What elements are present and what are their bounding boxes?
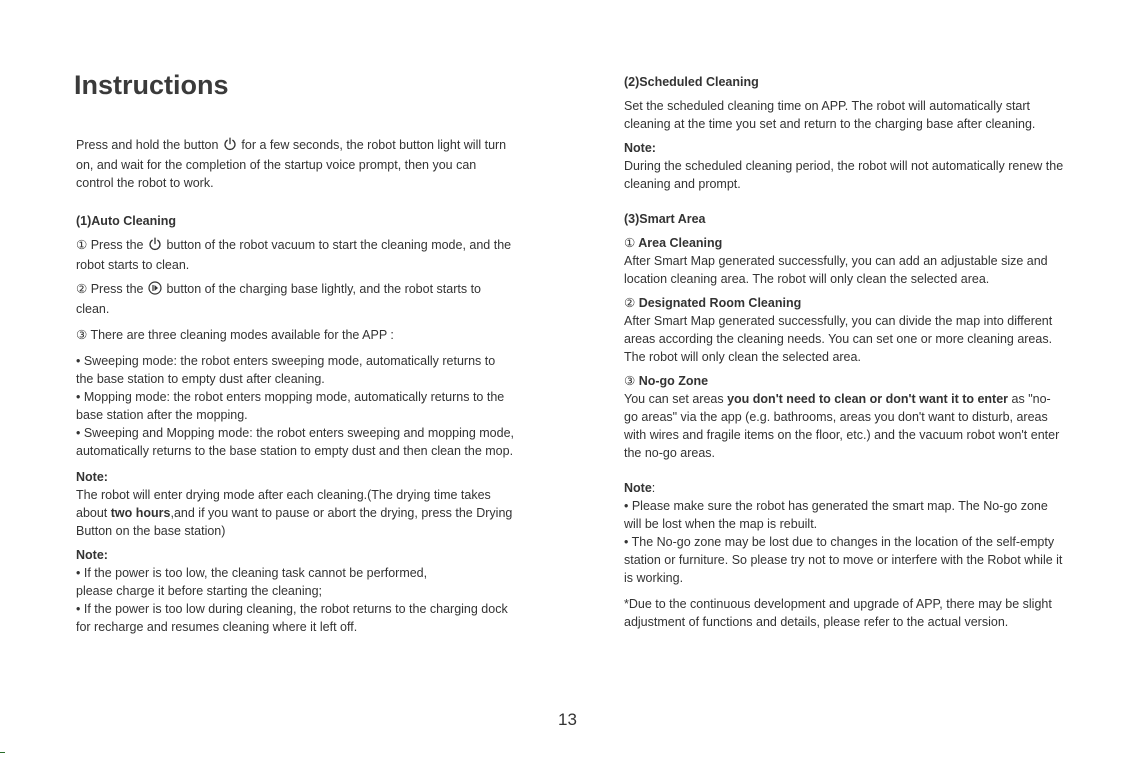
step-1-text-start: Press the bbox=[87, 238, 147, 252]
note-drying-text-end: ,and if you want to pause or abort the drying, press the Drying Button on the base station) bbox=[76, 506, 513, 538]
scheduled-note-text: During the scheduled cleaning period, the robot will not automatically renew the cleaning and prompt. bbox=[624, 159, 1064, 191]
note-power-line-2: please charge it before starting the cleaning; bbox=[76, 584, 322, 598]
step-1-number: ① bbox=[76, 237, 88, 252]
intro-paragraph bbox=[76, 136, 516, 192]
corner-mark bbox=[0, 752, 5, 753]
note-drying-text bbox=[76, 486, 516, 540]
disclaimer: *Due to the continuous development and upgrade of APP, there may be slight adjustment of functions and details, please refer to the actual version. bbox=[624, 597, 1052, 629]
power-icon bbox=[148, 237, 162, 256]
area-cleaning-title-text: Area Cleaning bbox=[635, 236, 723, 250]
no-go-zone-text-end: as "no-go areas" via the app (e.g. bathrooms, areas you don't want to disturb, areas with wires and fragile items on the floor, etc.) and the vacuum robot won't enter the no-go areas. bbox=[624, 392, 1060, 460]
step-3 bbox=[76, 326, 516, 344]
page-title: Instructions bbox=[74, 70, 229, 100]
room-cleaning-title-text: Designated Room Cleaning bbox=[635, 296, 802, 310]
no-go-zone-bold: you don't need to clean or don't want it to enter bbox=[727, 392, 1009, 406]
power-icon bbox=[223, 137, 237, 156]
intro-text-end: for a few seconds, the robot button light will turn on, and wait for the completion of the startup voice prompt, then you can control the robot to work. bbox=[76, 138, 507, 190]
area-cleaning-title bbox=[624, 234, 1064, 252]
step-2-number: ② bbox=[76, 281, 88, 296]
step-3-text: There are three cleaning modes available for the APP : bbox=[87, 328, 394, 342]
no-go-zone-number: ③ bbox=[624, 373, 636, 388]
step-2-text-end: button of the charging base lightly, and the robot starts to clean. bbox=[76, 282, 481, 316]
base-station-button-icon bbox=[148, 281, 162, 300]
right-column bbox=[624, 73, 1064, 631]
no-go-note-line-2: • The No-go zone may be lost due to changes in the location of the self-empty station or furniture. So please try not to move or interfere with the Robot while it is working. bbox=[624, 535, 1063, 585]
room-cleaning-text: After Smart Map generated successfully, you can divide the map into different areas according the cleaning needs. You can set one or more cleaning areas. The robot will only clean the selected area. bbox=[624, 314, 1053, 364]
no-go-note-line-1: • Please make sure the robot has generated the smart map. The No-go zone will be lost when the map is rebuilt. bbox=[624, 499, 1048, 531]
area-cleaning-number: ① bbox=[624, 235, 636, 250]
scheduled-cleaning-text: Set the scheduled cleaning time on APP. The robot will automatically start cleaning at the time you set and return to the charging base after cleaning. bbox=[624, 99, 1036, 131]
note-drying-label: Note: bbox=[76, 470, 108, 484]
step-1 bbox=[76, 236, 516, 274]
room-cleaning-title bbox=[624, 294, 1064, 312]
note-power-line-1: • If the power is too low, the cleaning task cannot be performed, bbox=[76, 566, 428, 580]
left-column bbox=[76, 136, 516, 636]
no-go-zone-title bbox=[624, 372, 1064, 390]
no-go-note-label-text: Note bbox=[624, 481, 652, 495]
smart-area-heading: (3)Smart Area bbox=[624, 212, 706, 226]
mode-sweep-and-mop: • Sweeping and Mopping mode: the robot enters sweeping and mopping mode, automatically returns to the base station to empty dust and then clean the mop. bbox=[76, 426, 514, 458]
note-drying-bold: two hours bbox=[110, 506, 171, 520]
note-power-label: Note: bbox=[76, 548, 108, 562]
step-2-text-start: Press the bbox=[87, 282, 147, 296]
no-go-note-colon: : bbox=[651, 481, 656, 495]
step-1-text-end: button of the robot vacuum to start the cleaning mode, and the robot starts to clean. bbox=[76, 238, 512, 272]
step-2 bbox=[76, 280, 516, 318]
no-go-zone-title-text: No-go Zone bbox=[635, 374, 709, 388]
scheduled-note-label: Note: bbox=[624, 141, 656, 155]
scheduled-cleaning-heading: (2)Scheduled Cleaning bbox=[624, 75, 759, 89]
auto-cleaning-heading: (1)Auto Cleaning bbox=[76, 214, 176, 228]
note-power-line-3: • If the power is too low during cleaning, the robot returns to the charging dock for recharge and resumes cleaning where it left off. bbox=[76, 602, 508, 634]
no-go-zone-text bbox=[624, 390, 1064, 462]
mode-mopping: • Mopping mode: the robot enters mopping mode, automatically returns to the base station after the mopping. bbox=[76, 390, 505, 422]
area-cleaning-text: After Smart Map generated successfully, you can add an adjustable size and location cleaning area. The robot will only clean the selected area. bbox=[624, 254, 1048, 286]
mode-sweeping: • Sweeping mode: the robot enters sweeping mode, automatically returns to the base station to empty dust after cleaning. bbox=[76, 354, 496, 386]
room-cleaning-number: ② bbox=[624, 295, 636, 310]
step-3-number: ③ bbox=[76, 327, 88, 342]
intro-text-start: Press and hold the button bbox=[76, 138, 222, 152]
note-drying-text-start: The robot will enter drying mode after each cleaning.(The drying time takes about bbox=[76, 488, 491, 520]
no-go-zone-text-start: You can set areas bbox=[624, 392, 728, 406]
page-number: 13 bbox=[558, 710, 577, 729]
no-go-note-label bbox=[624, 479, 1064, 497]
